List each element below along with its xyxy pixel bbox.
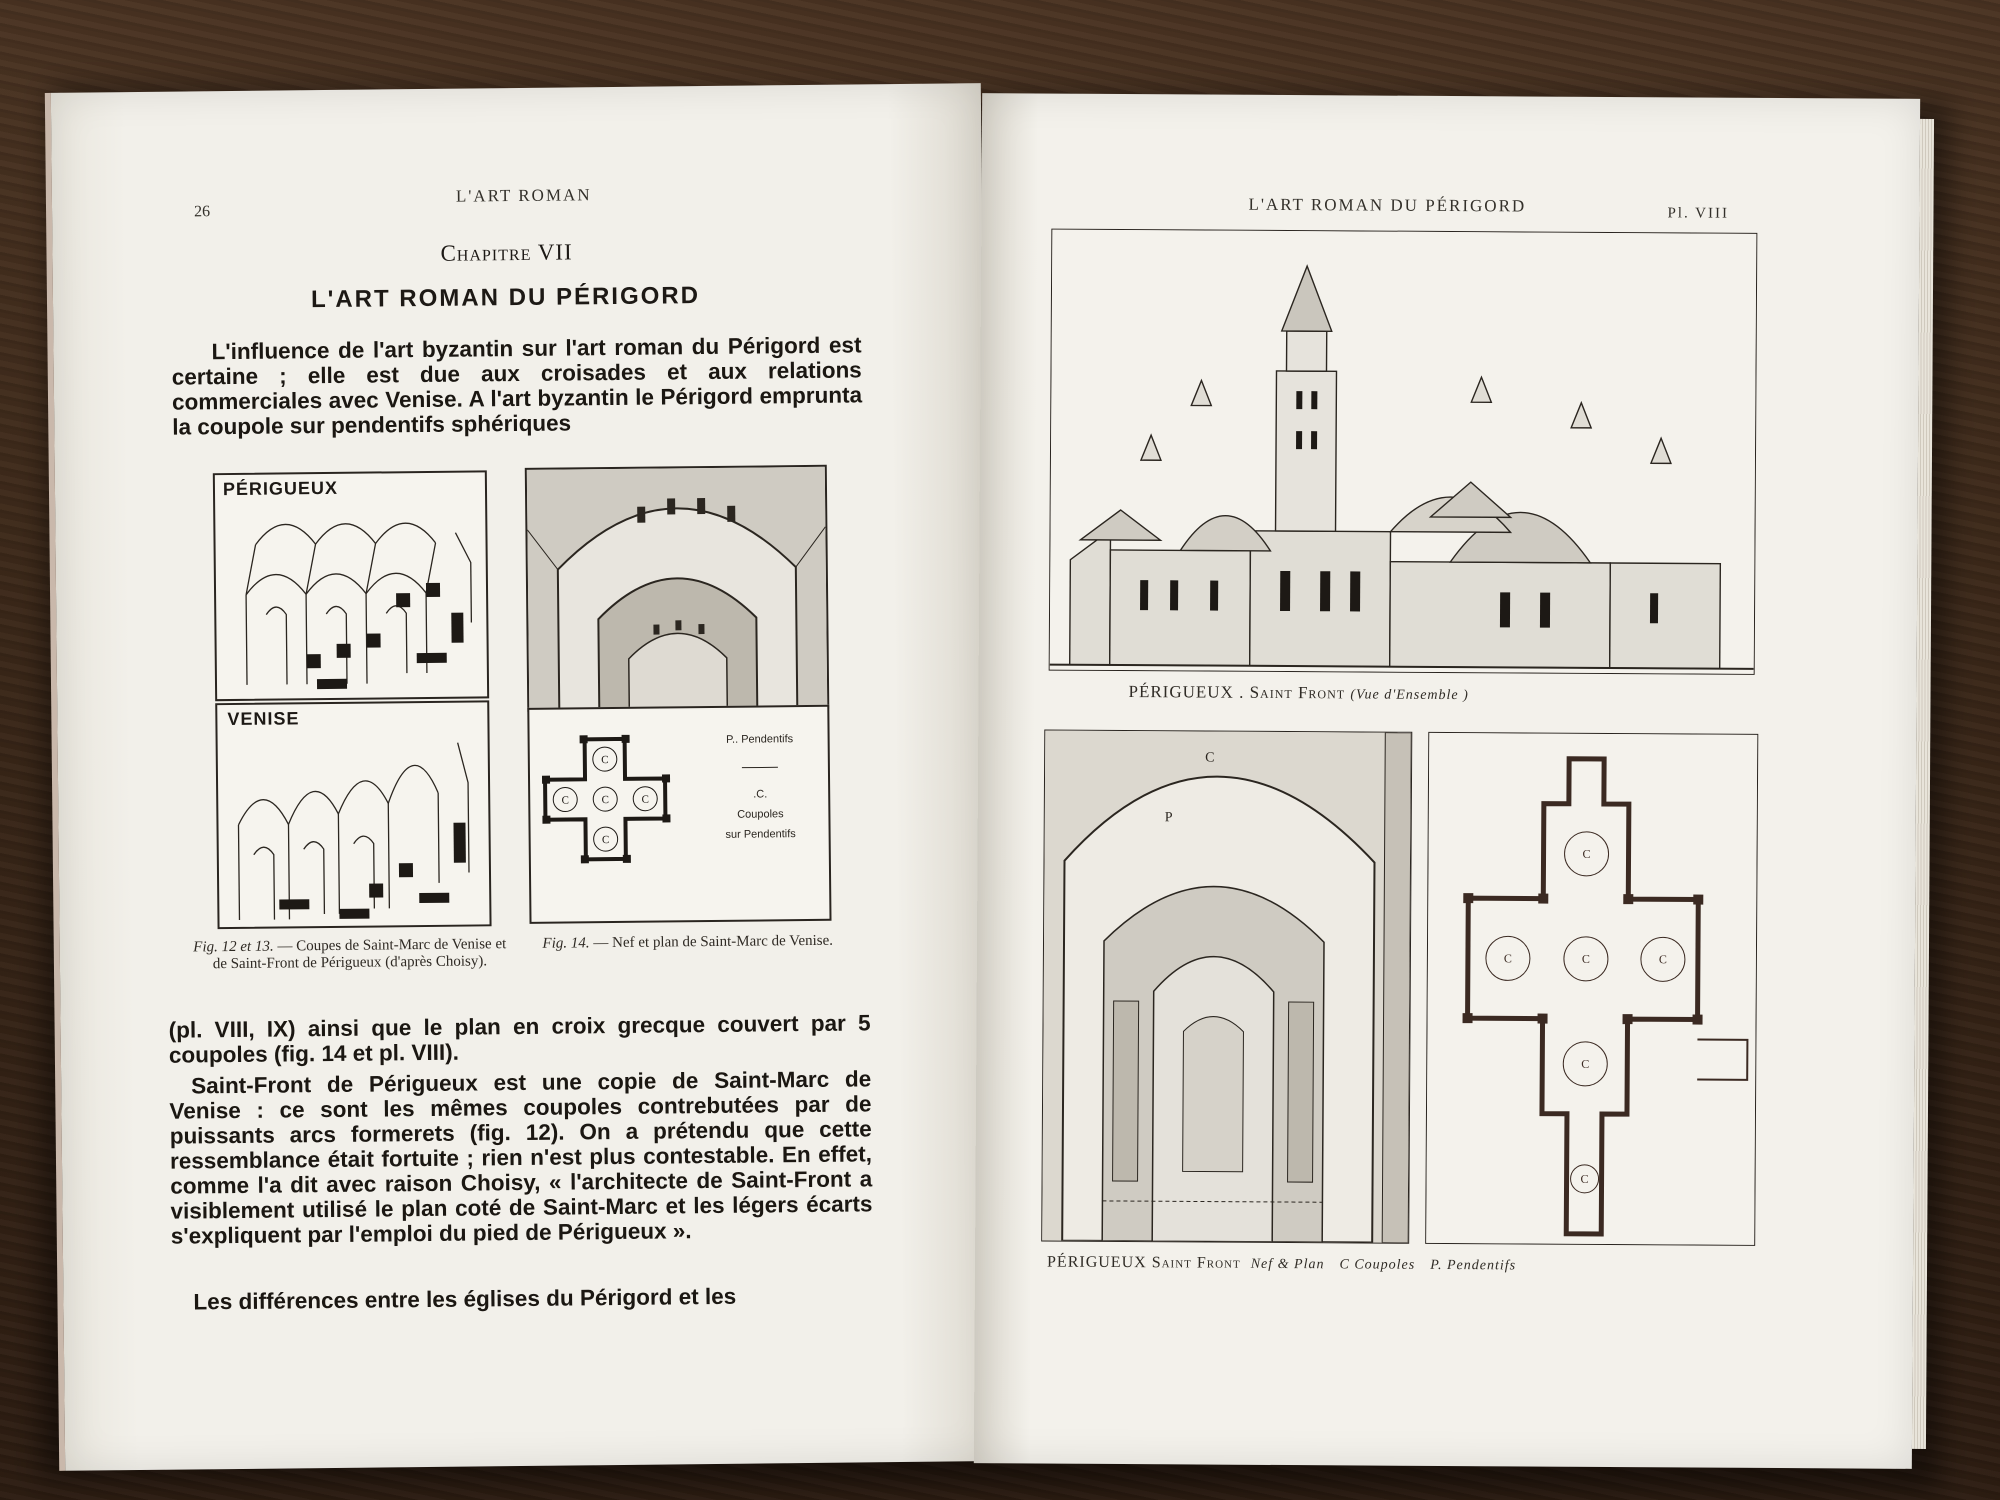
plate-bottom-caption: PÉRIGUEUX Saint Front Nef & Plan C Coupoles P. Pendentifs: [1047, 1253, 1517, 1274]
running-head-left: L'ART ROMAN: [455, 185, 592, 206]
figure-saint-marc-plan: [527, 705, 831, 924]
legend-sur-pendentifs: sur Pendentifs: [725, 828, 796, 841]
plan-letter: C: [1581, 1056, 1590, 1071]
left-page: [45, 83, 995, 1471]
saint-front-nave-drawing: [1042, 731, 1411, 1243]
dome-letter: C: [601, 754, 609, 767]
saint-front-plan-drawing: [1426, 733, 1757, 1245]
caption-fig-12-13: Fig. 12 et 13. — Coupes de Saint-Marc de Venise et de Saint-Front de Périgueux (d'après Choisy).: [193, 936, 507, 973]
paragraph-3: Saint-Front de Périgueux est une copie de Saint-Marc de Venise : ce sont les mêmes coupoles contrebutées par de puissants arcs formerets (fig. 12). On a prétendu que cette ressemblance était fortuite ; rien n'est plus contestable. En effet, comme l'a dit avec raison Choisy, « l'architecte de Saint-Front a visiblement utilisé le plan coté de Saint-Marc et les légers écarts s'expliquent par l'emploi du pied de Périgueux ».: [169, 1066, 873, 1249]
plate-number: Pl. VIII: [1667, 205, 1730, 222]
plan-letter: C: [1581, 951, 1590, 966]
plan-letter: C: [1582, 846, 1591, 861]
saint-marc-plan-drawing: [529, 707, 829, 922]
figure-perigueux-section: [213, 470, 489, 701]
plan-letter: C: [1658, 952, 1667, 967]
saint-marc-nave-drawing: [527, 467, 827, 710]
paragraph-2: (pl. VIII, IX) ainsi que le plan en croix grecque couvert par 5 coupoles (fig. 14 et pl. VIII).: [168, 1010, 871, 1068]
figure-venise-section: [215, 700, 491, 929]
chapter-title: L'ART ROMAN DU PÉRIGORD: [310, 282, 701, 314]
plan-letter: C: [1503, 951, 1512, 966]
dome-letter: C: [641, 793, 649, 806]
plan-letter: C: [1580, 1171, 1589, 1186]
legend-c: .C.: [753, 788, 768, 801]
plate-top-caption: PÉRIGUEUX . Saint Front (Vue d'Ensemble ): [1128, 682, 1469, 704]
paragraph-1: L'influence de l'art byzantin sur l'art roman du Périgord est certaine ; elle est due aux croisades et aux relations commerciales avec Venise. A l'art byzantin le Périgord emprunta la coupole sur pendentifs sphériques: [171, 332, 863, 440]
dome-letter: C: [561, 794, 569, 807]
interior-letter-c: C: [1205, 750, 1215, 766]
perigueux-section-drawing: [215, 472, 487, 699]
legend-pendentifs: P.. Pendentifs: [726, 733, 794, 746]
right-page: [974, 93, 1920, 1469]
paragraph-4: Les différences entre les églises du Périgord et les: [193, 1283, 737, 1315]
venise-label: VENISE: [227, 708, 300, 730]
venise-section-drawing: [217, 702, 489, 927]
dome-letter: C: [601, 794, 609, 807]
saint-front-exterior-drawing: [1050, 230, 1757, 674]
plate-floor-plan: [1425, 732, 1758, 1246]
dome-letter: C: [601, 834, 610, 847]
interior-letter-p: P: [1164, 810, 1173, 826]
chapter-label: Chapitre VII: [440, 239, 573, 266]
plate-exterior-view: [1049, 229, 1758, 675]
caption-fig-14: Fig. 14. — Nef et plan de Saint-Marc de Venise.: [542, 932, 834, 952]
figure-saint-marc-nave: [525, 465, 830, 712]
legend-coupoles: Coupoles: [737, 808, 784, 821]
plate-nave-interior: [1041, 730, 1412, 1244]
perigueux-label: PÉRIGUEUX: [222, 477, 339, 500]
page-number: 26: [193, 203, 211, 221]
running-head-right: L'ART ROMAN DU PÉRIGORD: [1248, 194, 1527, 216]
